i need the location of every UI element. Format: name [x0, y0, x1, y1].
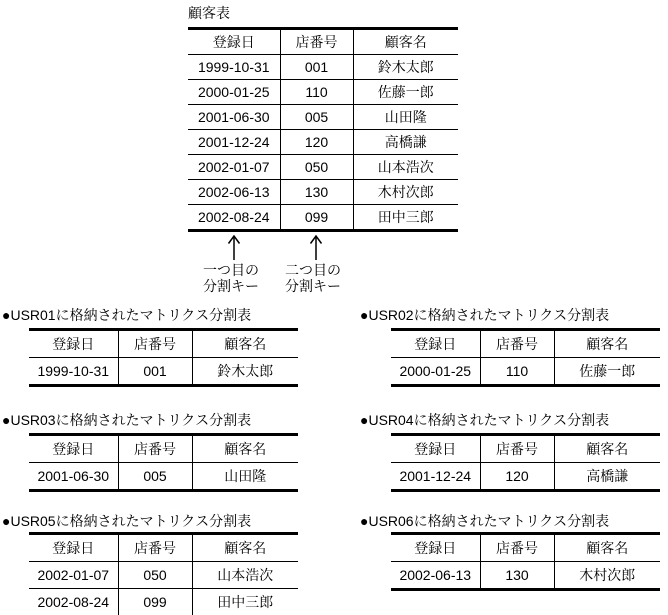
table-row — [391, 358, 660, 386]
table-cell: 130 — [480, 562, 554, 590]
table-cell: 2002-08-24 — [37, 594, 110, 610]
header-cell: 顧客名 — [192, 435, 298, 463]
table-cell: 110 — [480, 358, 554, 386]
header-cell: 顧客名 — [192, 330, 298, 358]
partition-table-title-usr03: ●USR03に格納されたマトリクス分割表 — [2, 412, 252, 428]
partition-table-title-usr04: ●USR04に格納されたマトリクス分割表 — [360, 412, 610, 428]
up-arrow-icon — [226, 234, 242, 262]
table-row — [391, 463, 660, 491]
table-row — [29, 358, 298, 386]
partition-table-usr04 — [391, 433, 660, 492]
header-cell: 顧客名 — [353, 29, 458, 55]
table-cell: 山本浩次 — [192, 562, 298, 589]
partition-table-usr01 — [29, 328, 298, 387]
label-line: 一つ目の — [203, 262, 259, 278]
label-line: 二つ目の — [285, 262, 341, 278]
table-row — [188, 205, 458, 231]
table-cell: 005 — [118, 463, 192, 491]
header-cell: 店番号 — [118, 534, 192, 562]
table-row — [29, 589, 298, 615]
partition-table-title-usr06: ●USR06に格納されたマトリクス分割表 — [360, 513, 610, 529]
table-header-row — [391, 330, 660, 358]
table-cell: 110 — [280, 80, 353, 105]
table-cell: 2001-12-24 — [188, 130, 280, 155]
table-cell: 高橋謙 — [554, 463, 660, 491]
partition-table-usr05 — [29, 532, 298, 615]
partition-table-usr02 — [391, 328, 660, 387]
table-header-row — [29, 330, 298, 358]
table-header-row — [29, 534, 298, 562]
table-cell: 2002-01-07 — [188, 155, 280, 180]
table-cell: 2002-01-07 — [29, 562, 118, 589]
table-cell: 1999-10-31 — [37, 363, 110, 379]
table-cell: 田中三郎 — [192, 589, 298, 615]
partition-table-title-usr02: ●USR02に格納されたマトリクス分割表 — [360, 307, 610, 323]
table-cell: 050 — [118, 562, 192, 589]
up-arrow-icon — [308, 234, 324, 262]
table-cell: 2001-06-30 — [37, 468, 110, 484]
table-header-row — [391, 534, 660, 562]
table-row — [188, 105, 458, 130]
header-cell: 店番号 — [480, 330, 554, 358]
table-row — [188, 130, 458, 155]
header-cell: 顧客名 — [192, 534, 298, 562]
label-line: 分割キー — [203, 278, 259, 294]
first-partition-key-arrow — [226, 234, 242, 262]
table-row — [29, 562, 298, 589]
header-cell: 店番号 — [480, 435, 554, 463]
table-cell: 2000-01-25 — [188, 80, 280, 105]
table-cell: 005 — [280, 105, 353, 130]
partition-table-usr06 — [391, 532, 660, 591]
table-cell: 2001-06-30 — [188, 105, 280, 130]
second-partition-key-arrow — [308, 234, 324, 262]
table-cell: 山田隆 — [353, 105, 458, 130]
table-row — [188, 180, 458, 205]
source-table-title: 顧客表 — [188, 5, 230, 21]
header-cell: 登録日 — [29, 534, 118, 562]
table-cell: 099 — [280, 205, 353, 231]
table-cell: 木村次郎 — [353, 180, 458, 205]
table-cell: 2002-06-13 — [188, 180, 280, 205]
table-cell: 鈴木太郎 — [192, 358, 298, 386]
table-cell: 山田隆 — [192, 463, 298, 491]
header-cell: 登録日 — [391, 534, 480, 562]
table-cell: 木村次郎 — [554, 562, 660, 590]
header-cell: 店番号 — [480, 534, 554, 562]
table-cell: 050 — [280, 155, 353, 180]
first-partition-key-label — [203, 262, 259, 294]
table-cell: 田中三郎 — [353, 205, 458, 231]
table-cell: 鈴木太郎 — [353, 55, 458, 80]
table-cell: 120 — [280, 130, 353, 155]
table-cell: 2002-08-24 — [197, 209, 270, 225]
header-cell: 登録日 — [29, 330, 118, 358]
table-header-row — [188, 29, 458, 55]
table-cell: 佐藤一郎 — [554, 358, 660, 386]
table-cell: 001 — [118, 358, 192, 386]
table-row — [188, 155, 458, 180]
table-header-row — [29, 435, 298, 463]
table-cell: 1999-10-31 — [188, 55, 280, 80]
table-cell: 2001-12-24 — [399, 468, 472, 484]
table-cell: 山本浩次 — [353, 155, 458, 180]
header-cell: 顧客名 — [554, 534, 660, 562]
table-row — [188, 80, 458, 105]
partition-table-title-usr05: ●USR05に格納されたマトリクス分割表 — [2, 513, 252, 529]
table-cell: 099 — [118, 589, 192, 615]
second-partition-key-label — [285, 262, 341, 294]
table-row — [29, 463, 298, 491]
table-cell: 佐藤一郎 — [353, 80, 458, 105]
table-cell: 2002-06-13 — [399, 567, 472, 583]
partition-table-title-usr01: ●USR01に格納されたマトリクス分割表 — [2, 307, 252, 323]
table-cell: 130 — [280, 180, 353, 205]
header-cell: 店番号 — [280, 29, 353, 55]
source-table — [188, 27, 458, 232]
header-cell: 店番号 — [118, 330, 192, 358]
table-row — [391, 562, 660, 590]
header-cell: 顧客名 — [554, 330, 660, 358]
header-cell: 顧客名 — [554, 435, 660, 463]
table-cell: 2000-01-25 — [399, 363, 472, 379]
table-cell: 001 — [280, 55, 353, 80]
header-cell: 登録日 — [29, 435, 118, 463]
table-cell: 高橋謙 — [353, 130, 458, 155]
label-line: 分割キー — [285, 278, 341, 294]
header-cell: 登録日 — [391, 435, 480, 463]
header-cell: 登録日 — [391, 330, 480, 358]
partition-table-usr03 — [29, 433, 298, 492]
table-cell: 120 — [480, 463, 554, 491]
header-cell: 店番号 — [118, 435, 192, 463]
table-row — [188, 55, 458, 80]
table-header-row — [391, 435, 660, 463]
header-cell: 登録日 — [188, 29, 280, 55]
